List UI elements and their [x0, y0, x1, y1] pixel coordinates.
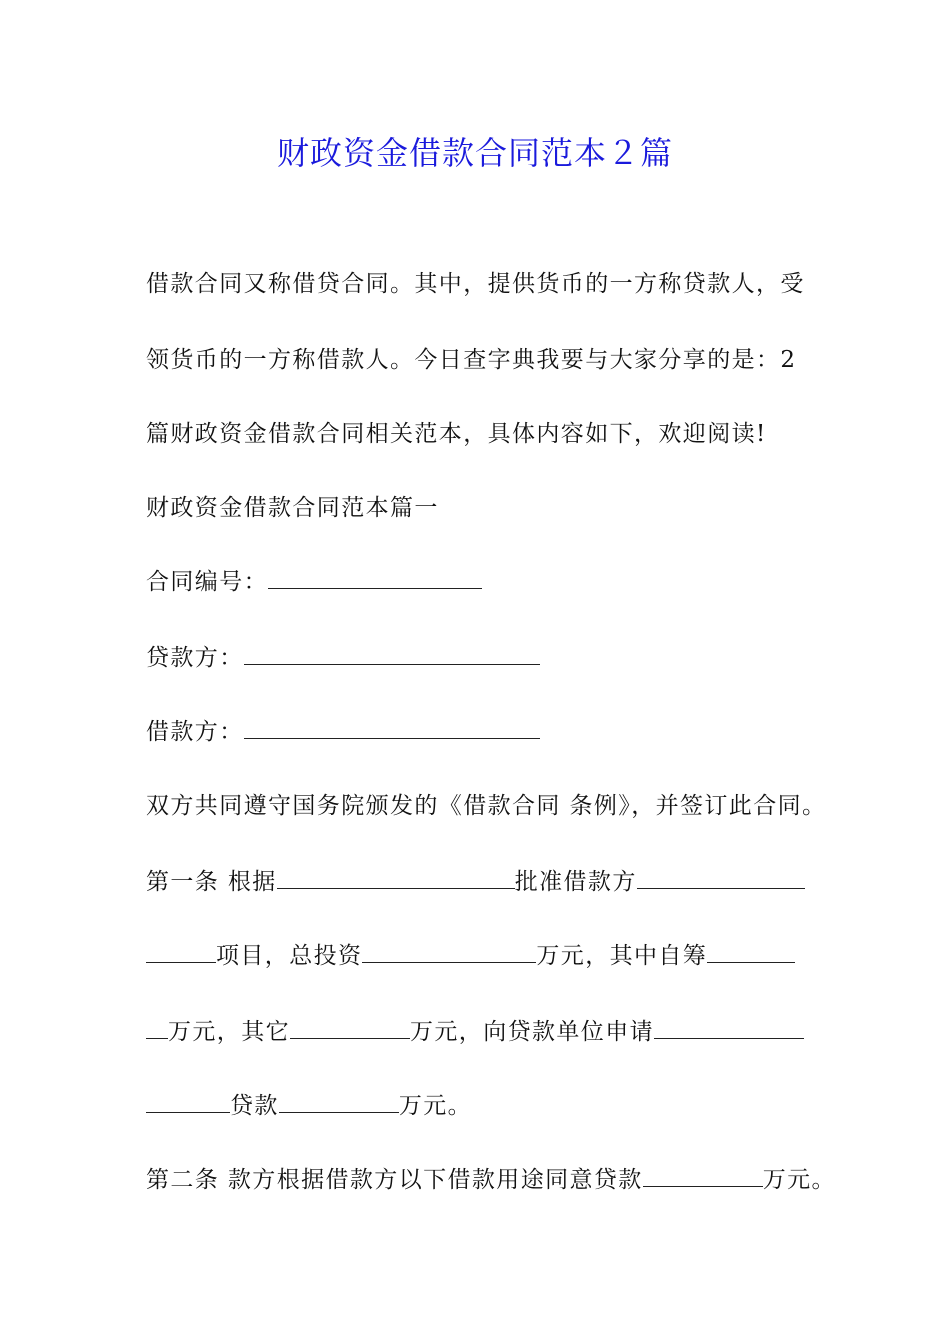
- contract-number-blank: [268, 568, 482, 589]
- article2-text: 第二条 款方根据借款方以下借款用途同意贷款: [146, 1167, 643, 1193]
- contract-number-label: 合同编号：: [146, 569, 268, 595]
- document-title: 财政资金借款合同范本２篇: [276, 134, 673, 172]
- article1-blank: [146, 942, 216, 963]
- article1-text: 万元，向贷款单位申请: [410, 1019, 654, 1045]
- lender-row: [146, 642, 540, 674]
- article1-blank: [654, 1018, 804, 1039]
- article2-text: 万元。: [762, 1167, 836, 1193]
- article1-blank: [146, 1092, 230, 1113]
- contract-number-row: [146, 566, 482, 598]
- article1-text: 万元，其中自筹: [536, 943, 708, 969]
- borrower-row: [146, 716, 540, 748]
- article1-text: 贷款: [230, 1093, 279, 1119]
- intro-line-3: 篇财政资金借款合同相关范本，具体内容如下，欢迎阅读!: [146, 421, 767, 447]
- article1-blank: [637, 868, 805, 889]
- article1-blank: [146, 1018, 168, 1039]
- article1-line-4: [146, 1090, 472, 1122]
- article1-line-3: [146, 1016, 804, 1048]
- borrower-label: 借款方：: [146, 719, 244, 745]
- article2-line-1: [146, 1164, 836, 1196]
- article1-blank: [290, 1018, 410, 1039]
- lender-label: 贷款方：: [146, 645, 244, 671]
- article1-text: 第一条 根据: [146, 869, 277, 895]
- article1-line-1: [146, 866, 805, 898]
- borrower-blank: [244, 718, 540, 739]
- preamble: 双方共同遵守国务院颁发的《借款合同 条例》，并签订此合同。: [146, 793, 827, 819]
- article1-text: 万元，其它: [168, 1019, 290, 1045]
- article1-text: 批准借款方: [514, 869, 637, 895]
- lender-blank: [244, 644, 540, 665]
- article1-blank: [707, 942, 795, 963]
- section-heading: 财政资金借款合同范本篇一: [146, 495, 439, 521]
- article1-blank: [279, 1092, 399, 1113]
- intro-line-2: 领货币的一方称借款人。今日查字典我要与大家分享的是：2: [146, 347, 797, 373]
- article1-line-2: [146, 940, 795, 972]
- article1-blank: [277, 868, 515, 889]
- intro-line-1: 借款合同又称借贷合同。其中，提供货币的一方称贷款人，受: [146, 271, 805, 297]
- article1-text: 万元。: [398, 1093, 473, 1119]
- article2-blank: [643, 1166, 763, 1187]
- article1-blank: [362, 942, 536, 963]
- article1-text: 项目，总投资: [216, 943, 363, 969]
